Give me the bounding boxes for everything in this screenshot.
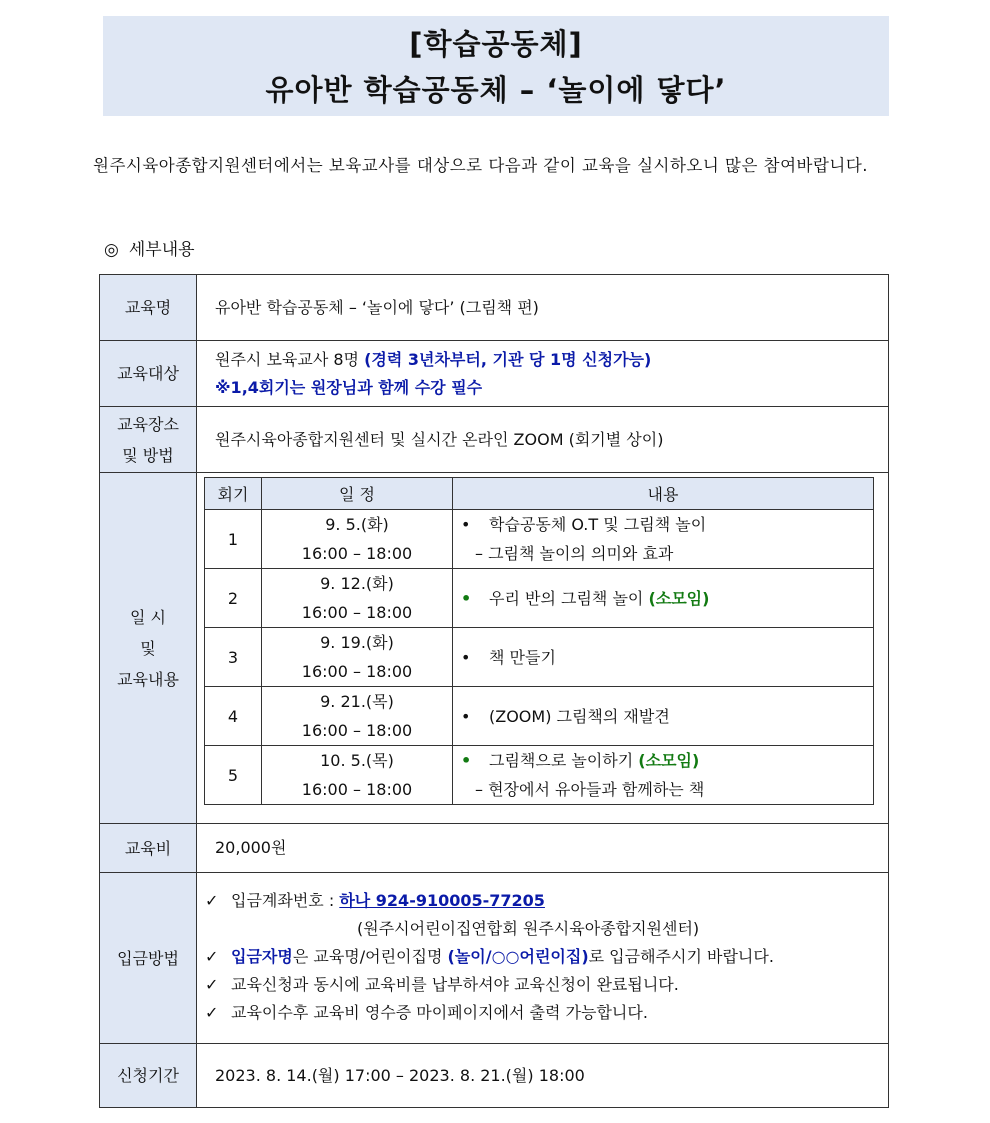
label-fee: 교육비 <box>100 824 197 873</box>
check-icon: ✓ <box>205 891 219 910</box>
schedule-row <box>205 687 874 746</box>
account-owner: (원주시어린이집연합회 원주시육아종합지원센터) <box>357 919 700 938</box>
row-target <box>100 341 889 407</box>
check-icon: ✓ <box>205 947 219 966</box>
schedule-row <box>205 510 874 569</box>
payment-line-depositor <box>205 943 888 971</box>
session-num: 5 <box>205 746 262 805</box>
row-place <box>100 407 889 473</box>
session-content <box>453 510 874 569</box>
bullet-icon: • <box>461 751 472 770</box>
session-text: (ZOOM) 그림책의 재발견 <box>489 706 670 726</box>
session-sub: – 현장에서 유아들과 함께하는 책 <box>475 780 705 799</box>
title-line1: [학습공동체] <box>409 27 583 61</box>
session-time: 16:00 – 18:00 <box>301 662 413 681</box>
value-place: 원주시육아종합지원센터 및 실시간 온라인 ZOOM (회기별 상이) <box>197 407 889 473</box>
value-payment <box>197 873 889 1044</box>
payment-line-account <box>205 887 888 915</box>
value-period: 2023. 8. 14.(월) 17:00 – 2023. 8. 21.(월) 18:00 <box>197 1044 889 1108</box>
session-content <box>453 746 874 805</box>
schedule-table <box>204 477 874 805</box>
session-time: 16:00 – 18:00 <box>301 780 413 799</box>
session-num: 3 <box>205 628 262 687</box>
row-name <box>100 275 889 341</box>
session-num: 1 <box>205 510 262 569</box>
row-period <box>100 1044 889 1108</box>
session-date <box>262 628 453 687</box>
session-num: 2 <box>205 569 262 628</box>
check-icon: ✓ <box>205 1003 219 1022</box>
session-content <box>453 569 874 628</box>
label-period: 신청기간 <box>100 1044 197 1108</box>
session-content <box>453 628 874 687</box>
bullet-icon: • <box>461 706 471 726</box>
schedule-row <box>205 569 874 628</box>
session-time: 16:00 – 18:00 <box>301 603 413 622</box>
label-place-line1: 교육장소 <box>117 414 179 434</box>
label-payment: 입금방법 <box>100 873 197 1044</box>
account-label: 입금계좌번호 : <box>231 891 340 910</box>
value-target <box>197 341 889 407</box>
session-num: 4 <box>205 687 262 746</box>
payment-text-3: 교육신청과 동시에 교육비를 납부하셔야 교육신청이 완료됩니다. <box>231 975 679 994</box>
title-box <box>103 16 889 116</box>
label-schedule-line1: 일 시 <box>130 607 166 627</box>
label-place-line2: 및 방법 <box>122 445 174 465</box>
header-session: 회기 <box>205 478 262 510</box>
depositor-emph: 입금자명 <box>231 947 293 966</box>
session-content <box>453 687 874 746</box>
session-day: 9. 5.(화) <box>325 515 389 534</box>
title-line2: 유아반 학습공동체 – ‘놀이에 닿다’ <box>265 73 727 107</box>
session-time: 16:00 – 18:00 <box>301 721 413 740</box>
circle-mark-icon: ◎ <box>104 240 119 260</box>
label-target: 교육대상 <box>100 341 197 407</box>
header-date: 일 정 <box>262 478 453 510</box>
payment-line-3 <box>205 971 888 999</box>
session-tag: (소모임) <box>648 588 710 608</box>
section-label: 세부내용 <box>128 240 195 260</box>
row-payment <box>100 873 889 1044</box>
session-text: 책 만들기 <box>489 647 556 667</box>
bullet-icon: • <box>461 588 472 608</box>
session-text: 우리 반의 그림책 놀이 <box>489 588 649 608</box>
bullet-icon: • <box>461 515 471 534</box>
session-day: 10. 5.(목) <box>320 751 394 770</box>
intro-text: 원주시육아종합지원센터에서는 보육교사를 대상으로 다음과 같이 교육을 실시하오니 많은 참여바랍니다. <box>93 156 869 175</box>
schedule-row <box>205 746 874 805</box>
label-name: 교육명 <box>100 275 197 341</box>
target-emph: (경력 3년차부터, 기관 당 1명 신청가능) <box>364 349 652 369</box>
session-tag: (소모임) <box>638 751 700 770</box>
target-note: ※1,4회기는 원장님과 함께 수강 필수 <box>215 377 483 397</box>
schedule-header <box>205 478 874 510</box>
session-day: 9. 19.(화) <box>320 633 394 652</box>
session-day: 9. 21.(목) <box>320 692 394 711</box>
depositor-example: (놀이/○○어린이집) <box>447 947 589 966</box>
session-date <box>262 569 453 628</box>
session-text: 학습공동체 O.T 및 그림책 놀이 <box>489 515 707 534</box>
label-schedule <box>100 473 197 824</box>
section-heading <box>104 236 195 264</box>
depositor-end: 로 입금해주시기 바랍니다. <box>588 947 774 966</box>
session-date <box>262 687 453 746</box>
row-schedule <box>100 473 889 824</box>
label-schedule-line2: 및 <box>140 638 156 658</box>
session-text: 그림책으로 놀이하기 <box>489 751 639 770</box>
row-fee <box>100 824 889 873</box>
session-date <box>262 510 453 569</box>
check-icon: ✓ <box>205 975 219 994</box>
session-day: 9. 12.(화) <box>320 574 394 593</box>
schedule-row <box>205 628 874 687</box>
details-table <box>99 274 889 1108</box>
account-number: 하나 924-910005-77205 <box>339 891 545 910</box>
target-plain: 원주시 보육교사 8명 <box>215 349 365 369</box>
session-sub: – 그림책 놀이의 의미와 효과 <box>475 544 674 563</box>
value-fee: 20,000원 <box>197 824 889 873</box>
label-schedule-line3: 교육내용 <box>117 669 179 689</box>
session-time: 16:00 – 18:00 <box>301 544 413 563</box>
session-date <box>262 746 453 805</box>
value-schedule <box>197 473 889 824</box>
payment-text-4: 교육이수후 교육비 영수증 마이페이지에서 출력 가능합니다. <box>231 1003 648 1022</box>
value-name: 유아반 학습공동체 – ‘놀이에 닿다’ (그림책 편) <box>197 275 889 341</box>
label-place <box>100 407 197 473</box>
header-content: 내용 <box>453 478 874 510</box>
bullet-icon: • <box>461 647 471 667</box>
depositor-mid: 은 교육명/어린이집명 <box>292 947 448 966</box>
payment-line-4 <box>205 999 888 1027</box>
